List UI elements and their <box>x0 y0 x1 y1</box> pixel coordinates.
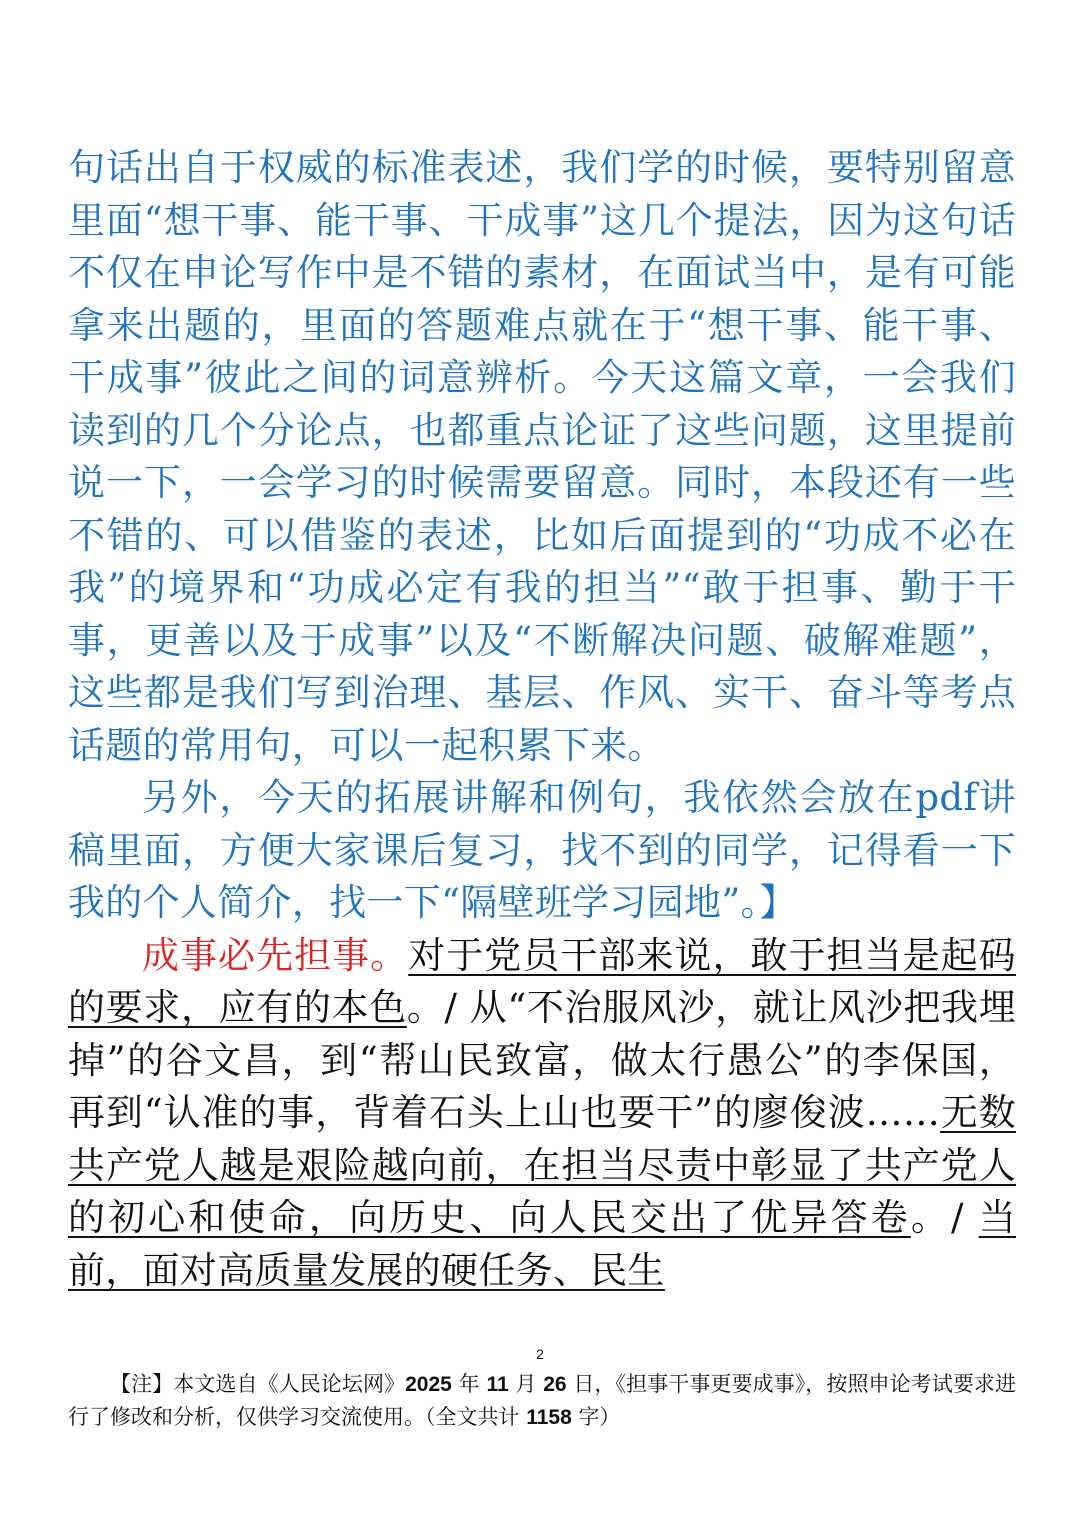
article-paragraph <box>68 930 1016 1298</box>
footnote-word-count: 1158 <box>526 1406 572 1429</box>
footnote-nian: 年 <box>451 1372 487 1396</box>
footnote-bracket: 【注】 <box>110 1372 174 1396</box>
section-heading: 成事必先担事。 <box>142 933 409 977</box>
separator-text-2: 。/ <box>910 1196 979 1239</box>
separator-text-1: 。/ 从“不治服风沙，就让风沙把我埋掉”的谷文昌，到“帮山民致富，做太行愚公”的李保国，再到“认准的事，背着石头上山也要干”的廖俊波…… <box>68 986 1017 1134</box>
page-number: 2 <box>536 1346 544 1362</box>
commentary-paragraph-1: 句话出自于权威的标准表述，我们学的时候，要特别留意里面“想干事、能干事、干成事”这几个提法，因为这句话不仅在申论写作中是不错的素材，在面试当中，是有可能拿来出题的，里面的答题难点就在于“想干事、能干事、干成事”彼此之间的词意辨析。今天这篇文章，一会我们读到的几个分论点，也都重点论证了这些问题，这里提前说一下，一会学习的时候需要留意。同时，本段还有一些不错的、可以借鉴的表述，比如后面提到的“功成不必在我”的境界和“功成必定有我的担当”“敢于担事、勤于干事，更善以及于成事”以及“不断解决问题、破解难题”，这些都是我们写到治理、基层、作风、实干、奋斗等考点话题的常用句，可以一起积累下来。 <box>68 146 1016 767</box>
footnote-yue: 月 <box>508 1372 544 1396</box>
footnote-text-b: 日，《担事干事更要成事》，按照申论考试要求进行了修改和分析，仅供学习交流使用。（全文共计 <box>68 1372 1017 1429</box>
footnote-text-c: 字） <box>571 1405 621 1429</box>
footnote-year: 2025 <box>405 1373 452 1396</box>
footnote-text-a: 本文选自《人民论坛网》 <box>173 1372 406 1396</box>
underlined-sentence-2: 无数共产党人越是艰险越向前，在担当尽责中彰显了共产党人的初心和使命，向历史、向人民交出了优异答卷 <box>68 1091 1016 1239</box>
commentary-paragraph-2: 另外，今天的拓展讲解和例句，我依然会放在pdf讲稿里面，方便大家课后复习，找不到的同学，记得看一下我的个人简介，找一下“隔壁班学习园地”。】 <box>68 776 1016 924</box>
footnote-day: 26 <box>543 1373 567 1396</box>
footnote-month: 11 <box>486 1373 509 1396</box>
footnote <box>68 1368 1016 1434</box>
underlined-sentence-1: 对于党员干部来说，敢于担当是起码的要求，应有的本色 <box>68 933 1016 1029</box>
document-body <box>68 142 1016 1297</box>
underlined-sentence-3: 当前，面对高质量发展的硬任务、民生 <box>68 1196 1016 1292</box>
